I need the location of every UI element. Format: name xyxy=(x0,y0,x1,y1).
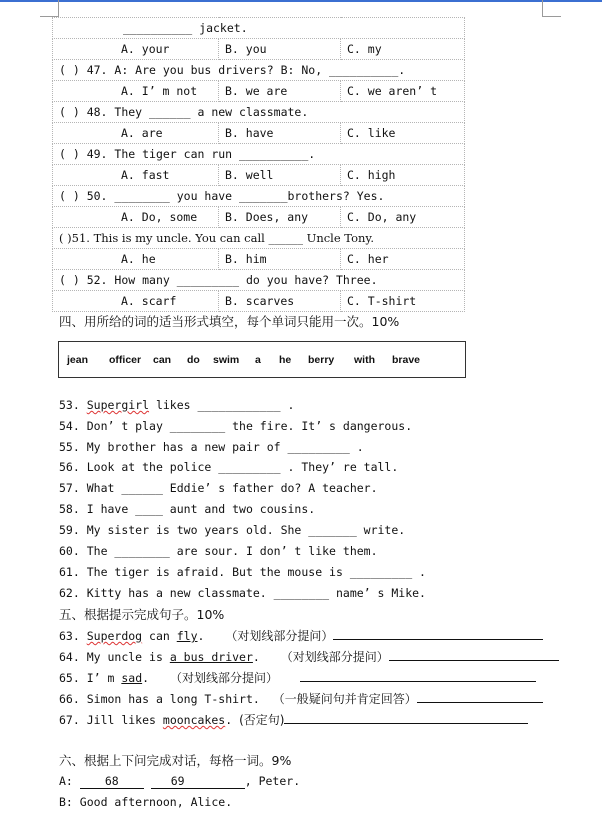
dialogue-line-1: A: 68 69 , Peter. xyxy=(59,774,301,788)
option-b: B. you xyxy=(219,39,341,60)
option-a: A. are xyxy=(53,123,219,144)
page-top-rule xyxy=(0,0,602,2)
option-a: A. Do, some xyxy=(53,207,219,228)
question-row xyxy=(53,144,465,165)
option-c: C. high xyxy=(341,165,465,186)
word-bank-item: with xyxy=(354,353,375,366)
question-53: 53. Supergirl likes ____________ . xyxy=(59,398,295,412)
question-stem: __________ jacket. xyxy=(53,18,465,39)
question-stem: ( ) 48. They ______ a new classmate. xyxy=(53,102,465,123)
word-bank-box xyxy=(58,341,466,378)
options-row xyxy=(53,207,465,228)
question-row xyxy=(53,102,465,123)
word-bank-item: brave xyxy=(392,353,421,366)
question-row xyxy=(53,60,465,81)
option-c: C. Do, any xyxy=(341,207,465,228)
question-58: 58. I have ____ aunt and two cousins. xyxy=(59,502,316,516)
option-c: C. my xyxy=(341,39,465,60)
dialogue-line-2: B: Good afternoon, Alice. xyxy=(59,795,233,809)
section-6-heading: 六、根据上下问完成对话，每格一词。9% xyxy=(59,753,292,768)
option-a: A. your xyxy=(53,39,219,60)
question-row xyxy=(53,228,465,249)
word-bank-item: swim xyxy=(213,353,240,366)
question-61: 61. The tiger is afraid. But the mouse is _________ . xyxy=(59,565,426,579)
question-59: 59. My sister is two years old. She _______ write. xyxy=(59,523,406,537)
question-stem: ( )51. This is my uncle. You can call ______ Uncle Tony. xyxy=(53,228,465,249)
page-corner-mark-left xyxy=(40,0,59,17)
question-63: 63. Superdog can fly. （对划线部分提问） xyxy=(59,627,543,644)
question-row xyxy=(53,186,465,207)
option-b: B. him xyxy=(219,249,341,270)
question-row xyxy=(53,18,465,39)
question-67: 67. Jill likes mooncakes. (否定句) xyxy=(59,711,528,728)
word-bank-item: officer xyxy=(109,353,142,366)
option-b: B. scarves xyxy=(219,291,341,312)
question-62: 62. Kitty has a new classmate. ________ name’ s Mike. xyxy=(59,586,426,600)
options-row xyxy=(53,123,465,144)
section-4-heading: 四、用所给的词的适当形式填空，每个单词只能用一次。10% xyxy=(59,314,400,329)
question-60: 60. The ________ are sour. I don’ t like them. xyxy=(59,544,378,558)
option-b: B. well xyxy=(219,165,341,186)
question-row xyxy=(53,270,465,291)
option-b: B. we are xyxy=(219,81,341,102)
question-stem: ( ) 47. A: Are you bus drivers? B: No, __________. xyxy=(53,60,465,81)
question-57: 57. What ______ Eddie’ s father do? A teacher. xyxy=(59,481,378,495)
section-5-heading: 五、根据提示完成句子。10% xyxy=(59,607,225,622)
question-stem: ( ) 50. ________ you have _______brothers? Yes. xyxy=(53,186,465,207)
word-bank-item: do xyxy=(187,353,200,366)
question-55: 55. My brother has a new pair of _________ . xyxy=(59,440,364,454)
word-bank-item: he xyxy=(279,353,292,366)
question-64: 64. My uncle is a bus driver. （对划线部分提问） xyxy=(59,648,559,665)
option-a: A. fast xyxy=(53,165,219,186)
word-bank-item: can xyxy=(153,353,172,366)
question-stem: ( ) 49. The tiger can run __________. xyxy=(53,144,465,165)
option-c: C. like xyxy=(341,123,465,144)
options-row xyxy=(53,165,465,186)
option-a: A. scarf xyxy=(53,291,219,312)
option-b: B. have xyxy=(219,123,341,144)
option-c: C. we aren’ t xyxy=(341,81,465,102)
options-row xyxy=(53,39,465,60)
option-a: A. he xyxy=(53,249,219,270)
options-row xyxy=(53,291,465,312)
option-b: B. Does, any xyxy=(219,207,341,228)
options-row xyxy=(53,249,465,270)
option-c: C. T-shirt xyxy=(341,291,465,312)
word-bank-item: jean xyxy=(67,353,89,366)
word-bank-item: berry xyxy=(308,353,335,366)
question-65: 65. I’ m sad. （对划线部分提问） xyxy=(59,669,536,686)
blank-68[interactable]: 68 xyxy=(80,774,144,789)
page-corner-mark-right xyxy=(542,0,561,17)
question-54: 54. Don’ t play ________ the fire. It’ s dangerous. xyxy=(59,419,413,433)
question-56: 56. Look at the police _________ . They’ re tall. xyxy=(59,460,399,474)
word-bank-item: a xyxy=(255,353,261,366)
option-a: A. I’ m not xyxy=(53,81,219,102)
option-c: C. her xyxy=(341,249,465,270)
multiple-choice-table xyxy=(52,17,465,312)
question-stem: ( ) 52. How many _________ do you have? Three. xyxy=(53,270,465,291)
blank-69[interactable]: 69 xyxy=(151,774,245,789)
options-row xyxy=(53,81,465,102)
question-66: 66. Simon has a long T-shirt. （一般疑问句并肯定回答） xyxy=(59,690,543,707)
